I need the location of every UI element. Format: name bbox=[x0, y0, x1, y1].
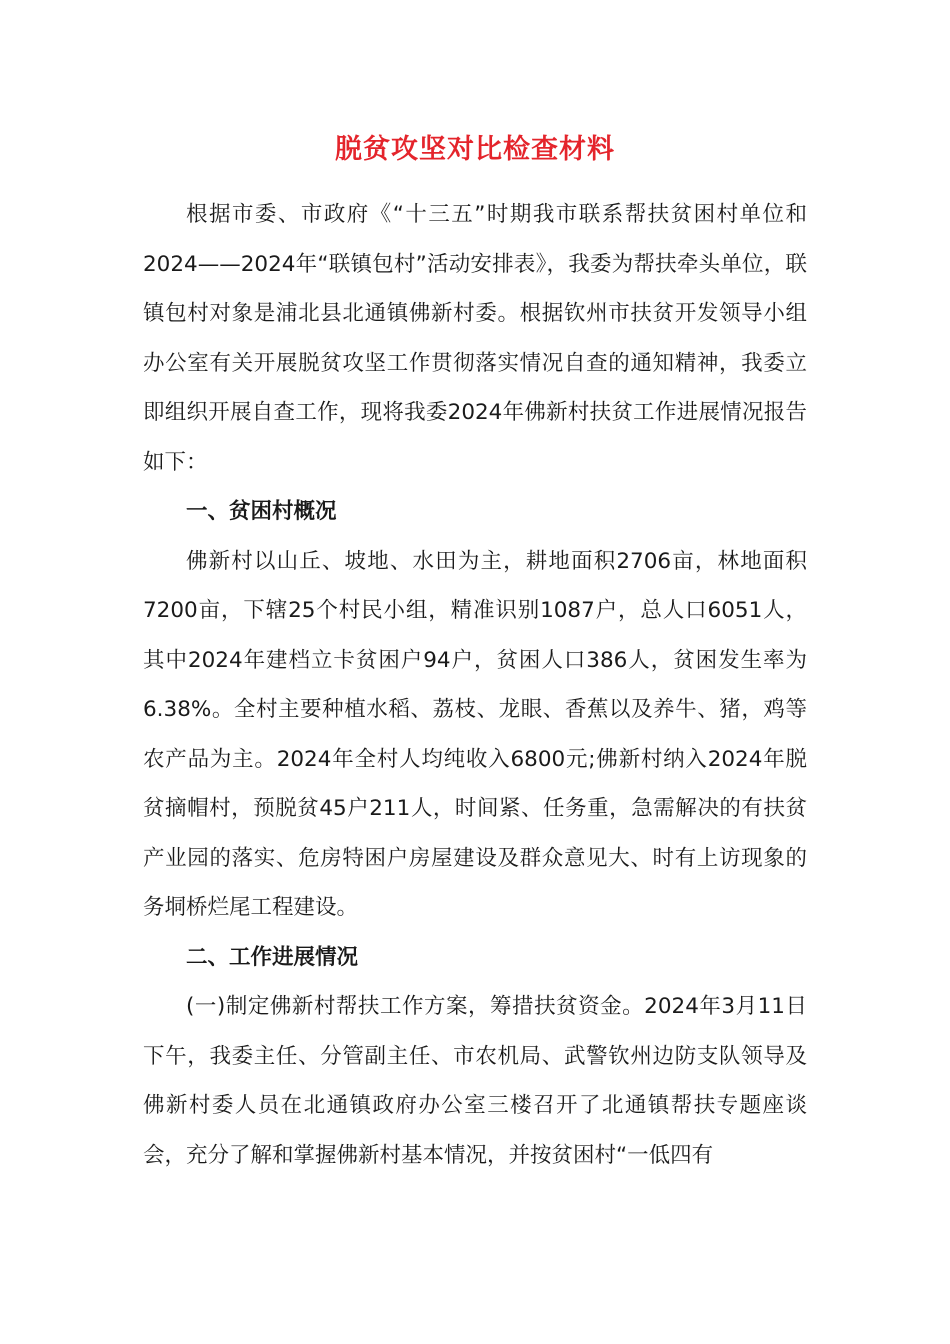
document-body bbox=[143, 190, 807, 1180]
document-title: 脱贫攻坚对比检查材料 bbox=[335, 134, 615, 165]
progress-paragraph: (一)制定佛新村帮扶工作方案，筹措扶贫资金。2024年3月11日下午，我委主任、分管副主任、市农机局、武警钦州边防支队领导及佛新村委人员在北通镇政府办公室三楼召开了北通镇帮扶专题座谈会，充分了解和掌握佛新村基本情况，并按贫困村“一低四有 bbox=[143, 994, 807, 1168]
section-heading-overview: 一、贫困村概况 bbox=[186, 499, 337, 524]
intro-paragraph: 根据市委、市政府《“十三五”时期我市联系帮扶贫困村单位和2024——2024年“联镇包村”活动安排表》，我委为帮扶牵头单位，联镇包村对象是浦北县北通镇佛新村委。根据钦州市扶贫开发领导小组办公室有关开展脱贫攻坚工作贯彻落实情况自查的通知精神，我委立即组织开展自查工作，现将我委2024年佛新村扶贫工作进展情况报告如下： bbox=[143, 202, 807, 475]
overview-paragraph: 佛新村以山丘、坡地、水田为主，耕地面积2706亩，林地面积7200亩，下辖25个村民小组，精准识别1087户，总人口6051人，其中2024年建档立卡贫困户94户，贫困人口386人，贫困发生率为6.38%。全村主要种植水稻、荔枝、龙眼、香蕉以及养牛、猪，鸡等农产品为主。2024年全村人均纯收入6800元;佛新村纳入2024年脱贫摘帽村，预脱贫45户211人，时间紧、任务重，急需解决的有扶贫产业园的落实、危房特困户房屋建设及群众意见大、时有上访现象的务垌桥烂尾工程建设。 bbox=[143, 548, 807, 920]
section-heading-progress: 二、工作进展情况 bbox=[186, 944, 359, 970]
